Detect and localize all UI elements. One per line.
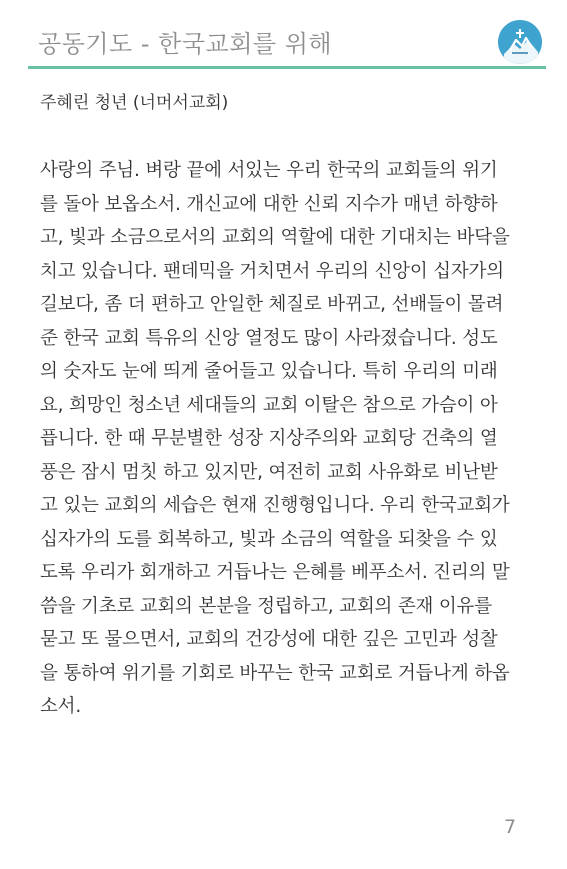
prayer-line: 도록 우리가 회개하고 거듭나는 은혜를 베푸소서. 진리의 말: [40, 562, 510, 583]
prayer-line: 소서.: [40, 696, 82, 717]
church-logo-icon: [498, 20, 542, 64]
prayer-line: 요, 희망인 청소년 세대들의 교회 이탈은 참으로 가슴이 아: [40, 394, 498, 416]
church-logo-graphic: [498, 20, 542, 64]
prayer-line: 고, 빛과 소금으로서의 교회의 역할에 대한 기대치는 바닥을: [40, 227, 510, 248]
page-number: 7: [504, 816, 517, 838]
prayer-line: 사랑의 주님. 벼랑 끝에 서있는 우리 한국의 교회들의 위기: [40, 160, 498, 181]
prayer-line: 의 숫자도 눈에 띄게 줄어들고 있습니다. 특히 우리의 미래: [40, 361, 498, 382]
prayer-line: 길보다, 좀 더 편하고 안일한 체질로 바뀌고, 선배들이 몰려: [40, 294, 504, 315]
prayer-line: 을 통하여 위기를 기회로 바꾸는 한국 교회로 거듭나게 하옵: [40, 662, 510, 684]
header-divider: [28, 66, 546, 69]
prayer-line: 풍은 잠시 멈칫 하고 있지만, 여전히 교회 사유화로 비난받: [40, 461, 498, 483]
prayer-line: 를 돌아 보옵소서. 개신교에 대한 신뢰 지수가 매년 하향하: [40, 193, 498, 215]
prayer-author: 주혜린 청년 (너머서교회): [40, 93, 229, 113]
prayer-line: 치고 있습니다. 팬데믹을 거치면서 우리의 신앙이 십자가의: [40, 260, 504, 282]
page-title: 공동기도 - 한국교회를 위해: [38, 30, 333, 58]
page-header: [28, 16, 546, 68]
prayer-line: 픕니다. 한 때 무분별한 성장 지상주의와 교회당 건축의 열: [40, 428, 498, 449]
prayer-text: [40, 154, 540, 724]
prayer-line: 준 한국 교회 특유의 신앙 열정도 많이 사라졌습니다. 성도: [40, 327, 498, 349]
prayer-line: 묻고 또 물으면서, 교회의 건강성에 대한 깊은 고민과 성찰: [40, 629, 498, 650]
prayer-line: 고 있는 교회의 세습은 현재 진행형입니다. 우리 한국교회가: [40, 495, 510, 516]
prayer-line: 씀을 기초로 교회의 본분을 정립하고, 교회의 존재 이유를: [40, 595, 492, 617]
prayer-line: 십자가의 도를 회복하고, 빛과 소금의 역할을 되찾을 수 있: [40, 528, 498, 550]
